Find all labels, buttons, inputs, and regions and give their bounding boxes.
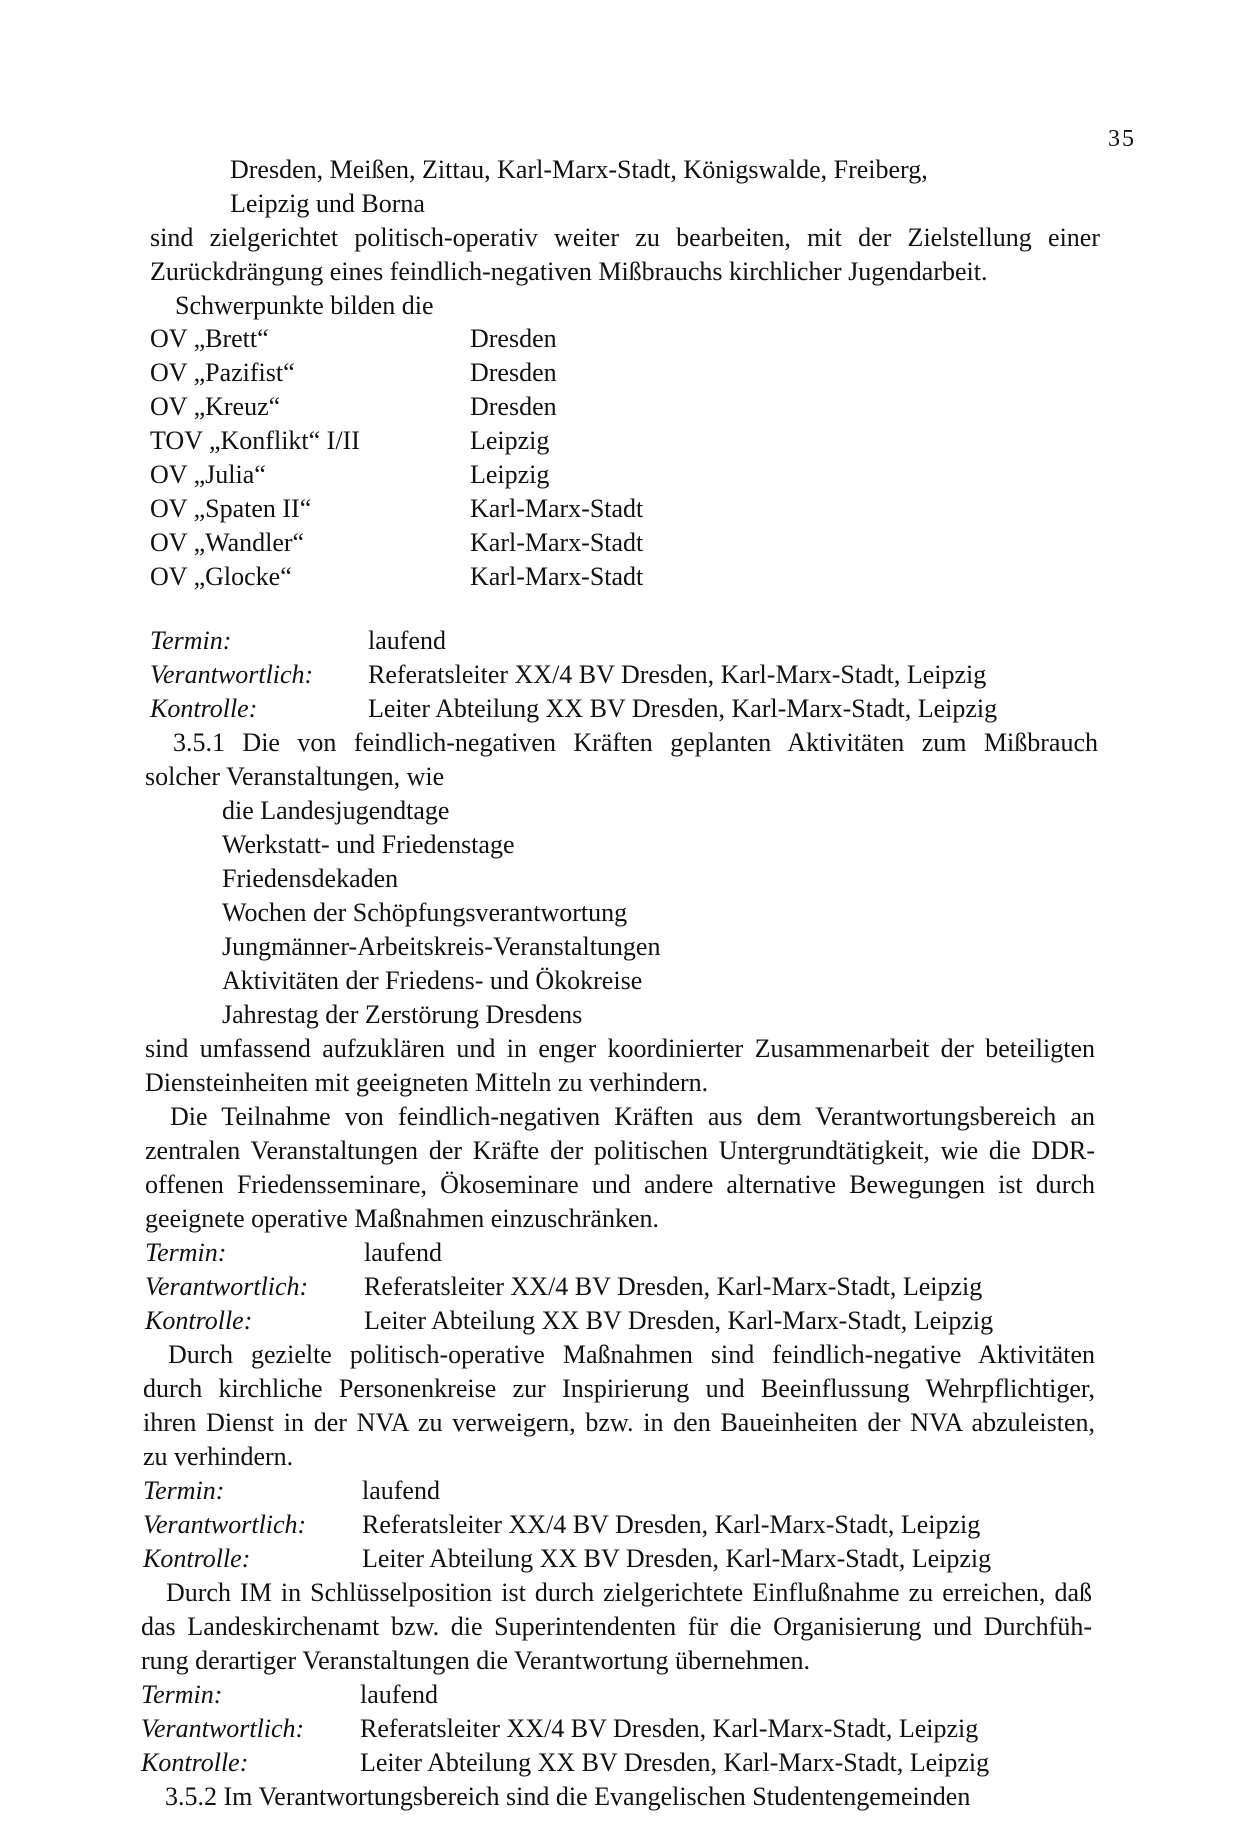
verantwortlich-value: Referatsleiter XX/4 BV Dresden, Karl-Marx-Stadt, Leipzig [360,1714,979,1743]
ov-name: OV „Pazifist“ [150,358,295,387]
paragraph-line: geeignete operative Maßnahmen einzuschränken. [145,1204,659,1233]
page-number: 35 [1108,126,1136,152]
event-item: Friedensdekaden [222,864,399,893]
ov-place: Leipzig [470,426,550,455]
kontrolle-value: Leiter Abteilung XX BV Dresden, Karl-Marx-Stadt, Leipzig [362,1544,992,1573]
verantwortlich-label: Verantwortlich: [145,1272,309,1301]
event-item: Aktivitäten der Friedens- und Ökokreise [222,966,643,995]
ov-name: OV „Brett“ [150,324,269,353]
schwerpunkte-heading: Schwerpunkte bilden die [175,291,434,320]
intro-line: Leipzig und Borna [230,189,425,218]
paragraph-line: Durch IM in Schlüsselposition ist durch zielgerichtete Einflußnahme zu erreichen, daß [166,1578,1092,1607]
paragraph-line: ihren Dienst in der NVA zu verweigern, bzw. in den Baueinheiten der NVA abzuleisten, [143,1408,1095,1437]
kontrolle-label: Kontrolle: [143,1544,251,1573]
ov-name: TOV „Konflikt“ I/II [150,426,360,455]
paragraph-line: Zurückdrängung eines feindlich-negativen Mißbrauchs kirchlicher Jugendarbeit. [150,257,988,286]
event-item: Wochen der Schöpfungsverantwortung [222,898,628,927]
paragraph-line: sind umfassend aufzuklären und in enger koordinierter Zusammenarbeit der beteiligten [145,1034,1095,1063]
termin-value: laufend [364,1238,442,1267]
verantwortlich-value: Referatsleiter XX/4 BV Dresden, Karl-Marx-Stadt, Leipzig [362,1510,981,1539]
paragraph-line: das Landeskirchenamt bzw. die Superintendenten für die Organisierung und Durchfüh- [141,1612,1092,1641]
paragraph-line: sind zielgerichtet politisch-operativ weiter zu bearbeiten, mit der Zielstellung einer [150,223,1100,252]
ov-name: OV „Wandler“ [150,528,305,557]
paragraph-line: offenen Friedensseminare, Ökoseminare und andere alternative Bewegungen ist durch [145,1170,1095,1199]
ov-name: OV „Spaten II“ [150,494,312,523]
event-item: Werkstatt- und Friedenstage [222,830,515,859]
kontrolle-label: Kontrolle: [150,694,258,723]
section-351-line: 3.5.1 Die von feindlich-negativen Kräften geplanten Aktivitäten zum Mißbrauch [173,728,1098,757]
verantwortlich-value: Referatsleiter XX/4 BV Dresden, Karl-Marx-Stadt, Leipzig [368,660,987,689]
ov-place: Leipzig [470,460,550,489]
verantwortlich-label: Verantwortlich: [141,1714,305,1743]
paragraph-line: durch kirchliche Personenkreise zur Inspirierung und Beeinflussung Wehrpflichtiger, [143,1374,1095,1403]
event-item: die Landesjugendtage [222,796,450,825]
section-351-line: solcher Veranstaltungen, wie [145,762,445,791]
kontrolle-label: Kontrolle: [141,1748,249,1777]
paragraph-line: Die Teilnahme von feindlich-negativen Kräften aus dem Verantwortungsbereich an [170,1102,1095,1131]
kontrolle-label: Kontrolle: [145,1306,253,1335]
termin-value: laufend [360,1680,438,1709]
termin-label: Termin: [143,1476,225,1505]
ov-name: OV „Kreuz“ [150,392,281,421]
event-item: Jungmänner-Arbeitskreis-Veranstaltungen [222,932,661,961]
intro-line: Dresden, Meißen, Zittau, Karl-Marx-Stadt, Königswalde, Freiberg, [230,155,928,184]
kontrolle-value: Leiter Abteilung XX BV Dresden, Karl-Marx-Stadt, Leipzig [368,694,998,723]
ov-place: Karl-Marx-Stadt [470,562,644,591]
paragraph-line: zentralen Veranstaltungen der Kräfte der politischen Untergrundtätigkeit, wie die DDR- [145,1136,1095,1165]
paragraph-line: zu verhindern. [143,1442,294,1471]
verantwortlich-label: Verantwortlich: [150,660,314,689]
kontrolle-value: Leiter Abteilung XX BV Dresden, Karl-Marx-Stadt, Leipzig [364,1306,994,1335]
ov-name: OV „Glocke“ [150,562,292,591]
verantwortlich-label: Verantwortlich: [143,1510,307,1539]
termin-label: Termin: [145,1238,227,1267]
ov-place: Karl-Marx-Stadt [470,494,644,523]
termin-label: Termin: [141,1680,223,1709]
paragraph-line: rung derartiger Veranstaltungen die Verantwortung übernehmen. [141,1646,811,1675]
ov-place: Karl-Marx-Stadt [470,528,644,557]
paragraph-line: Durch gezielte politisch-operative Maßnahmen sind feindlich-negative Aktivitäten [168,1340,1095,1369]
section-352-line: 3.5.2 Im Verantwortungsbereich sind die Evangelischen Studentengemeinden [165,1782,971,1811]
ov-name: OV „Julia“ [150,460,266,489]
ov-place: Dresden [470,358,557,387]
termin-label: Termin: [150,626,232,655]
ov-place: Dresden [470,324,557,353]
event-item: Jahrestag der Zerstörung Dresdens [222,1000,583,1029]
termin-value: laufend [368,626,446,655]
kontrolle-value: Leiter Abteilung XX BV Dresden, Karl-Marx-Stadt, Leipzig [360,1748,990,1777]
ov-place: Dresden [470,392,557,421]
paragraph-line: Diensteinheiten mit geeigneten Mitteln zu verhindern. [145,1068,709,1097]
termin-value: laufend [362,1476,440,1505]
verantwortlich-value: Referatsleiter XX/4 BV Dresden, Karl-Marx-Stadt, Leipzig [364,1272,983,1301]
